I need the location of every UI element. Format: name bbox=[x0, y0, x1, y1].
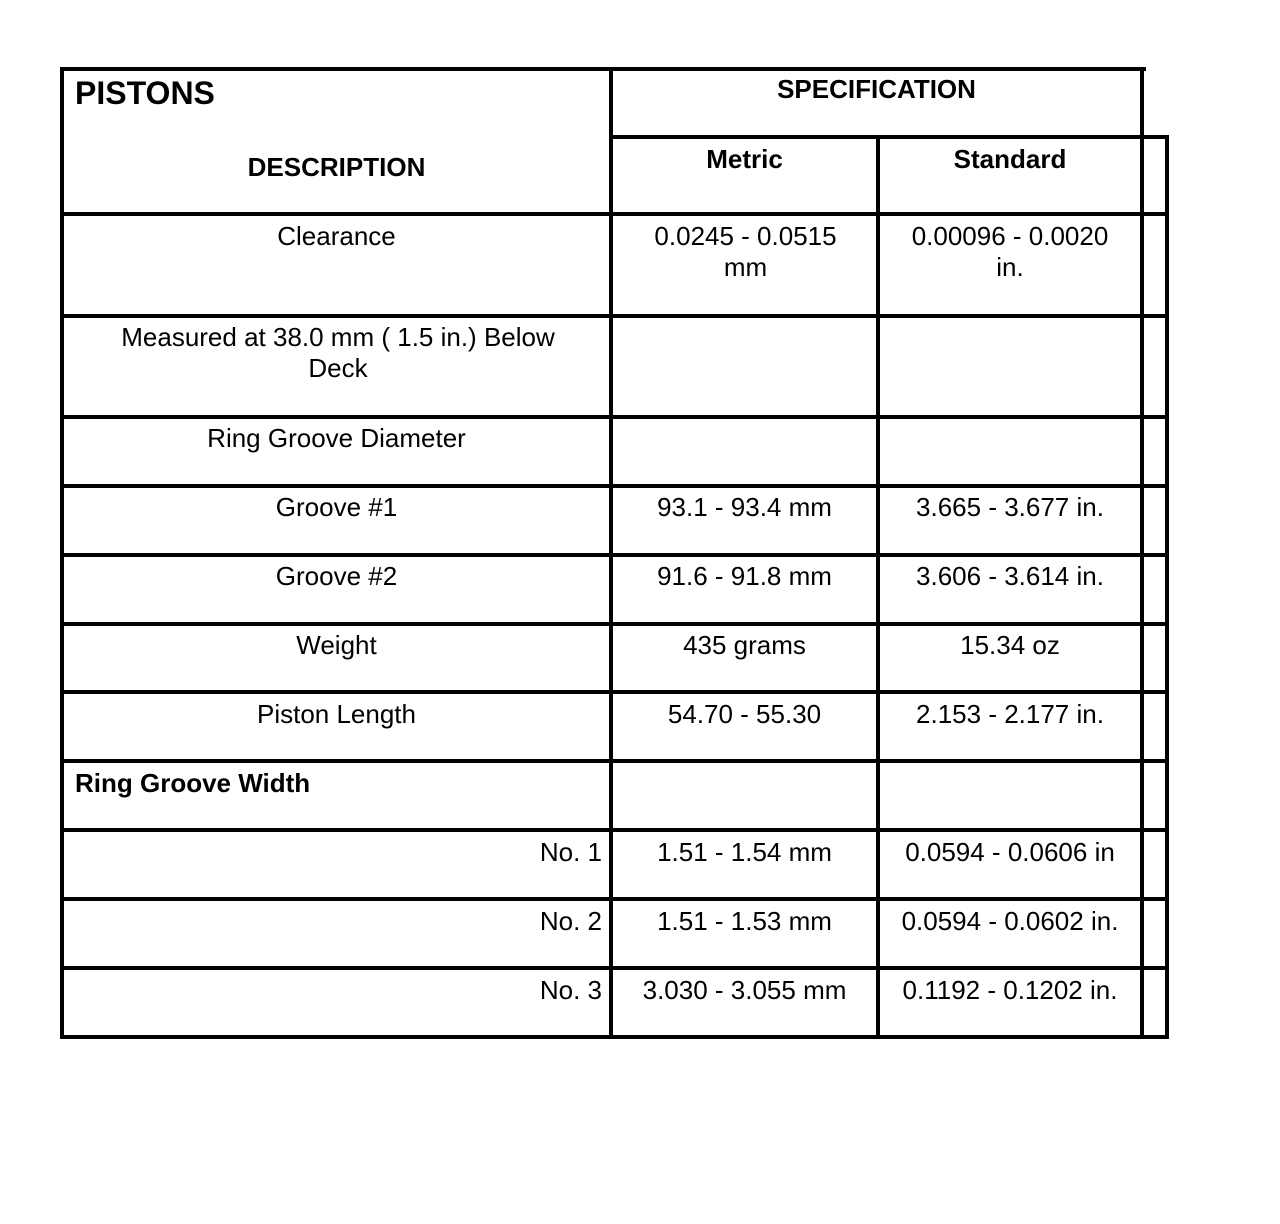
row-divider bbox=[60, 415, 1169, 419]
row-divider bbox=[60, 828, 1169, 832]
table-border-left bbox=[60, 67, 64, 1039]
table-cell-metric: 91.6 - 91.8 mm bbox=[657, 561, 832, 591]
table-cell-description: Groove #2 bbox=[275, 561, 398, 591]
metric-header: Metric bbox=[706, 144, 783, 174]
table-cell-standard: 2.153 - 2.177 in. bbox=[916, 699, 1104, 729]
table-cell-description: Ring Groove Diameter bbox=[207, 423, 466, 453]
table-cell-metric: 54.70 - 55.30 bbox=[667, 699, 822, 729]
table-cell-standard: 0.00096 - 0.0020 in. bbox=[911, 221, 1109, 282]
col-divider-description bbox=[609, 67, 613, 1039]
table-cell-description: Ring Groove Width bbox=[75, 768, 311, 798]
table-cell-description: No. 1 bbox=[539, 837, 602, 867]
table-title: PISTONS bbox=[75, 75, 215, 111]
table-border-right bbox=[1165, 135, 1169, 1039]
row-divider bbox=[60, 690, 1169, 694]
table-cell-metric: 93.1 - 93.4 mm bbox=[657, 492, 832, 522]
spec-header-divider bbox=[611, 135, 1169, 139]
table-cell-standard: 0.1192 - 0.1202 in. bbox=[902, 975, 1118, 1005]
table-cell-description: Groove #1 bbox=[275, 492, 398, 522]
table-cell-metric: 1.51 - 1.54 mm bbox=[657, 837, 832, 867]
col-divider-standard bbox=[1140, 67, 1144, 1039]
row-divider bbox=[60, 484, 1169, 488]
table-cell-description: Piston Length bbox=[256, 699, 416, 729]
row-divider bbox=[60, 553, 1169, 557]
table-border-top bbox=[60, 67, 1146, 71]
table-cell-description: Clearance bbox=[277, 221, 396, 251]
specification-header: SPECIFICATION bbox=[777, 74, 976, 104]
table-cell-metric: 435 grams bbox=[683, 630, 806, 660]
table-cell-description: No. 2 bbox=[539, 906, 602, 936]
row-divider bbox=[60, 759, 1169, 763]
row-divider bbox=[60, 897, 1169, 901]
table-cell-description: Weight bbox=[296, 630, 377, 660]
table-cell-standard: 15.34 oz bbox=[960, 630, 1060, 660]
table-cell-metric: 0.0245 - 0.0515 mm bbox=[654, 221, 837, 282]
table-cell-standard: 0.0594 - 0.0606 in bbox=[905, 837, 1115, 867]
row-divider bbox=[60, 966, 1169, 970]
table-cell-standard: 3.606 - 3.614 in. bbox=[916, 561, 1104, 591]
row-divider bbox=[60, 212, 1169, 216]
table-cell-standard: 3.665 - 3.677 in. bbox=[916, 492, 1104, 522]
description-header: DESCRIPTION bbox=[247, 152, 426, 182]
table-cell-description: No. 3 bbox=[539, 975, 602, 1005]
table-cell-metric: 3.030 - 3.055 mm bbox=[642, 975, 847, 1005]
table-cell-description: Measured at 38.0 mm ( 1.5 in.) Below Deck bbox=[121, 322, 555, 383]
standard-header: Standard bbox=[953, 144, 1067, 174]
table-cell-metric: 1.51 - 1.53 mm bbox=[657, 906, 832, 936]
row-divider bbox=[60, 314, 1169, 318]
table-cell-standard: 0.0594 - 0.0602 in. bbox=[901, 906, 1119, 936]
row-divider bbox=[60, 622, 1169, 626]
table-border-bottom bbox=[60, 1035, 1169, 1039]
